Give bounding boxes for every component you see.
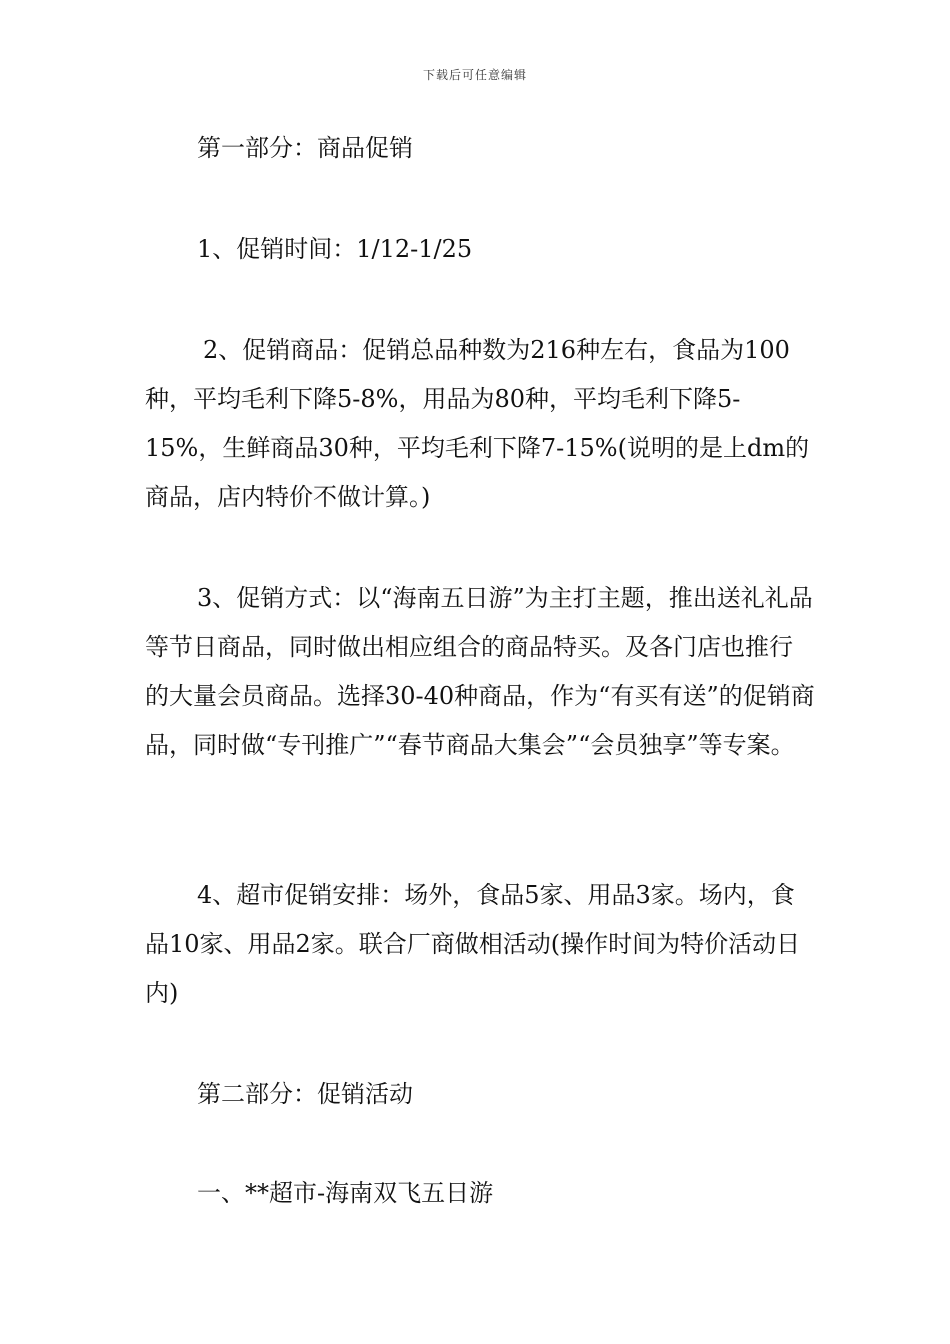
section-2-title: 第二部分：促销活动 (197, 1080, 413, 1108)
section-1-title: 第一部分：商品促销 (197, 134, 413, 162)
promo-method-paragraph: 3、促销方式：以“海南五日游”为主打主题，推出送礼礼品等节日商品，同时做出相应组合的商品特买。及各门店也推行的大量会员商品。选择30-40种商品，作为“有买有送”的促销商品，同时做“专刊推广”“春节商品大集会”“会员独享”等专案。 (145, 584, 815, 759)
header-note: 下载后可任意编辑 (422, 68, 527, 82)
promo-time-paragraph: 1、促销时间：1/12-1/25 (197, 235, 473, 263)
store-arrangement-paragraph: 4、超市促销安排：场外，食品5家、用品3家。场内，食品10家、用品2家。联合厂商做相活动(操作时间为特价活动日内) (145, 881, 801, 1007)
activity-1-heading: 一、**超市-海南双飞五日游 (197, 1179, 494, 1207)
promo-products-paragraph: 2、促销商品：促销总品种数为216种左右，食品为100种，平均毛利下降5-8%，用品为80种，平均毛利下降5-15%，生鲜商品30种，平均毛利下降7-15%(说明的是上dm的商品，店内特价不做计算。) (145, 336, 810, 511)
